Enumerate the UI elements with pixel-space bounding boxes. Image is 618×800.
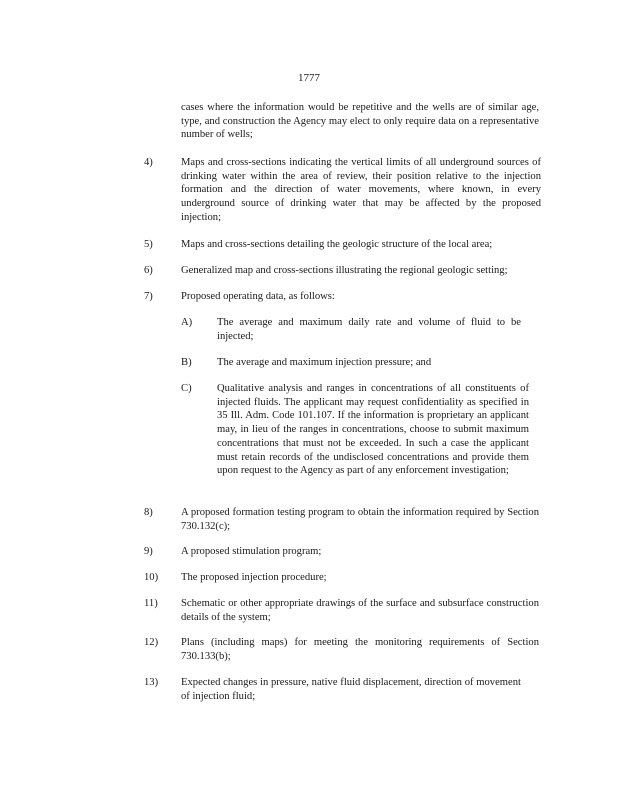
item-text: Generalized map and cross-sections illustrating the regional geologic setting; (181, 265, 508, 276)
item-number: 11) (144, 598, 158, 609)
subitem-letter: A) (181, 317, 193, 328)
item-number: 4) (144, 157, 153, 168)
subitem-letter: C) (181, 383, 192, 394)
item-text: A proposed formation testing program to obtain the information required by Section 730.132(c); (181, 507, 539, 532)
subitem-letter: B) (181, 357, 192, 368)
subitem-text: The average and maximum injection pressure; and (217, 357, 432, 368)
item-text: Schematic or other appropriate drawings of the surface and subsurface construction details of the system; (181, 598, 539, 623)
item-number: 5) (144, 239, 153, 250)
item-number: 8) (144, 507, 153, 518)
item-number: 12) (144, 637, 159, 648)
item-number: 13) (144, 677, 159, 688)
continuation-paragraph: cases where the information would be repetitive and the wells are of similar age, type, and construction the Agency may elect to only require data on a representative number of wells; (181, 102, 539, 141)
item-number: 10) (144, 572, 159, 583)
item-text: A proposed stimulation program; (181, 546, 322, 557)
item-number: 7) (144, 291, 153, 302)
page-number: 1777 (298, 72, 320, 84)
item-text: Plans (including maps) for meeting the monitoring requirements of Section 730.133(b); (181, 637, 539, 662)
subitem-text: Qualitative analysis and ranges in concentrations of all constituents of injected fluids. The applicant may request confidentiality as specified in 35 Ill. Adm. Code 101.107. If the information is proprietary an applicant may, in lieu of the ranges in concentrations, choose to submit maximum concentrations that must not be exceeded. In such a case the applicant must retain records of the undisclosed concentrations and provide them upon request to the Agency as part of any enforcement investigation; (217, 383, 529, 477)
item-text: Maps and cross-sections detailing the geologic structure of the local area; (181, 239, 493, 250)
item-text: Expected changes in pressure, native fluid displacement, direction of movement of injection fluid; (181, 677, 521, 702)
item-text: The proposed injection procedure; (181, 572, 327, 583)
item-text: Maps and cross-sections indicating the vertical limits of all underground sources of drinking water within the area of review, their position relative to the injection formation and the direction of water movements, where known, in every underground source of drinking water that may be affected by the proposed injection; (181, 157, 541, 223)
subitem-text: The average and maximum daily rate and volume of fluid to be injected; (217, 317, 521, 342)
item-number: 6) (144, 265, 153, 276)
item-number: 9) (144, 546, 153, 557)
item-text: Proposed operating data, as follows: (181, 291, 335, 302)
